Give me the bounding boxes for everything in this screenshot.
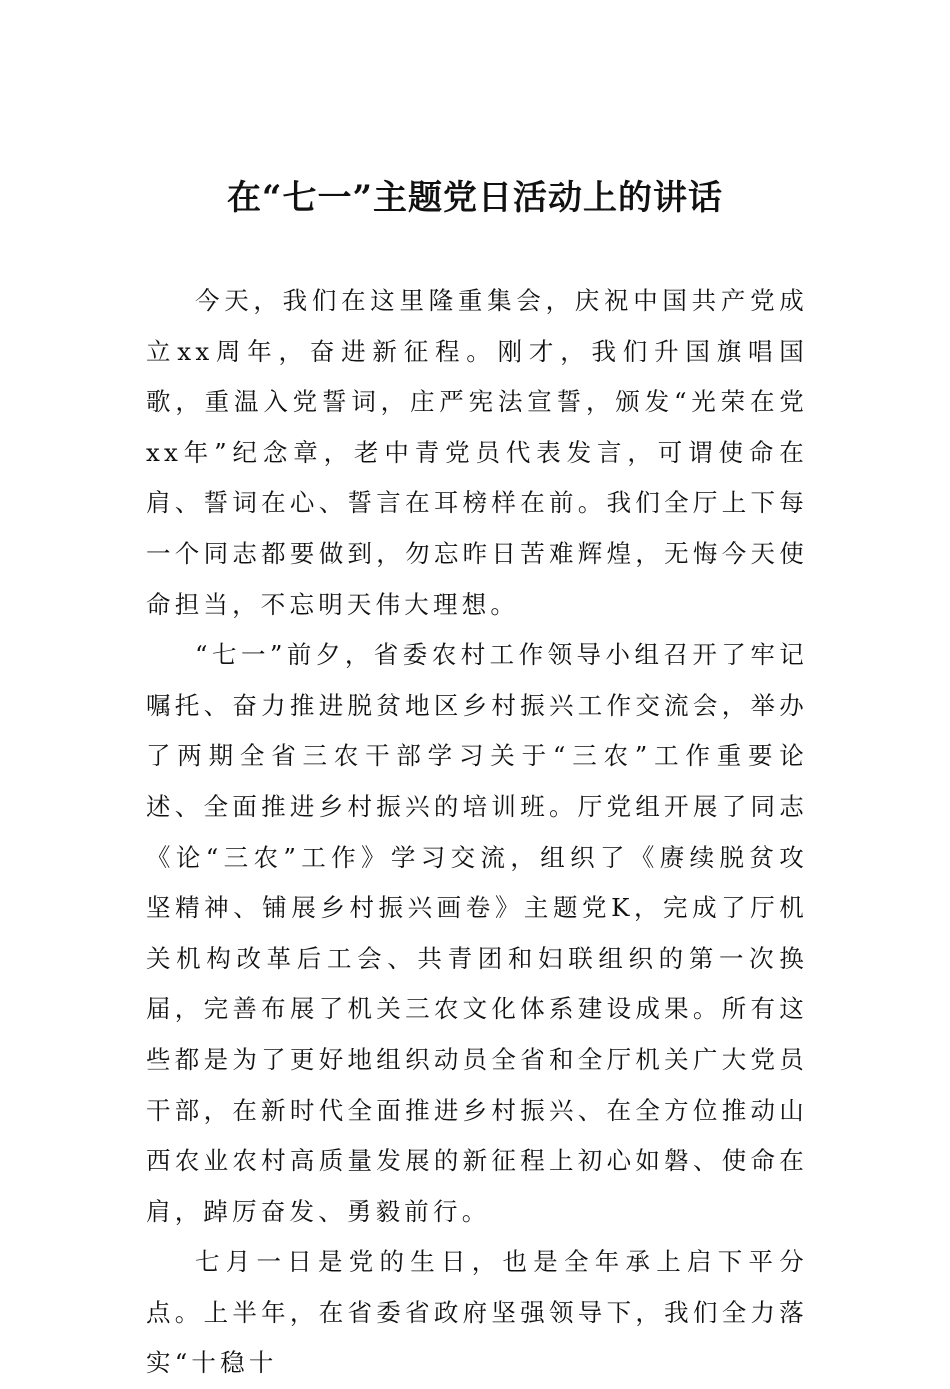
document-body [146, 276, 808, 1389]
document-title: 在“七一”主题党日活动上的讲话 [226, 178, 724, 218]
paragraph-2: “七一”前夕，省委农村工作领导小组召开了牢记嘱托、奋力推进脱贫地区乡村振兴工作交流会，举办了两期全省三农干部学习关于“三农”工作重要论述、全面推进乡村振兴的培训班。厅党组开展了同志《论“三农”工作》学习交流，组织了《赓续脱贫攻坚精神、铺展乡村振兴画卷》主题党K，完成了厅机关机构改革后工会、共青团和妇联组织的第一次换届，完善布展了机关三农文化体系建设成果。所有这些都是为了更好地组织动员全省和全厅机关广大党员干部，在新时代全面推进乡村振兴、在全方位推动山西农业农村高质量发展的新征程上初心如磐、使命在肩，踔厉奋发、勇毅前行。 [146, 640, 808, 1226]
paragraph-1: 今天，我们在这里隆重集会，庆祝中国共产党成立xx周年，奋进新征程。刚才，我们升国旗唱国歌，重温入党誓词，庄严宪法宣誓，颁发“光荣在党xx年”纪念章，老中青党员代表发言，可谓使命在肩、誓词在心、誓言在耳榜样在前。我们全厅上下每一个同志都要做到，勿忘昨日苦难辉煌，无悔今天使命担当，不忘明天伟大理想。 [146, 286, 808, 619]
paragraph-3: 七月一日是党的生日，也是全年承上启下平分点。上半年，在省委省政府坚强领导下，我们全力落实“十稳十 [146, 1247, 808, 1378]
